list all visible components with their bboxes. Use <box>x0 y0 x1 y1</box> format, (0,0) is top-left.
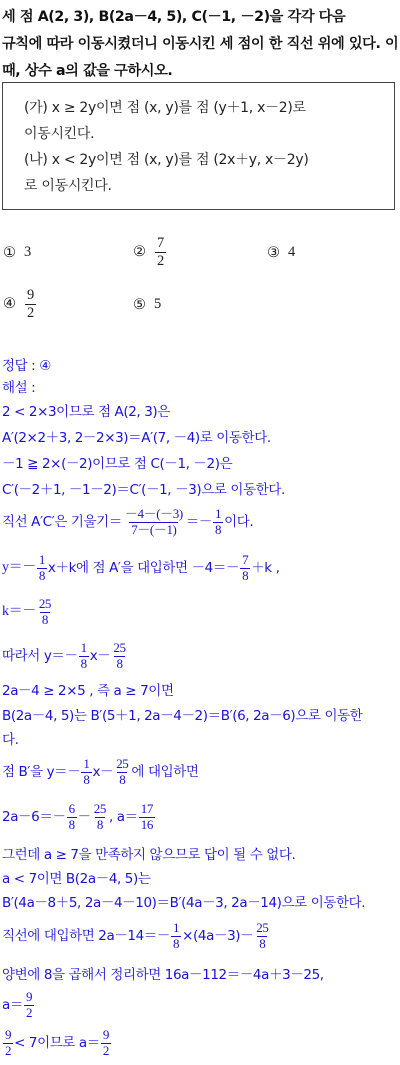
condition-box <box>2 82 395 210</box>
solution-step-3: －1 ≧ 2×(－2)이므로 점 C(－1, －2)은 <box>2 456 233 472</box>
step-20-fraction-2 <box>101 1028 111 1059</box>
solution-step-14: 그런데 a ≥ 7을 만족하지 않으므로 답이 될 수 없다. <box>2 847 296 863</box>
step-13-text-b: － <box>77 809 91 826</box>
choice-4-denominator: 2 <box>27 304 35 321</box>
solution-step-2: A′(2×2＋3, 2－2×3)＝A′(7, －4)로 이동한다. <box>2 430 271 446</box>
step-8-text-b: x－ <box>89 648 111 665</box>
step-6-f1-num: 1 <box>38 552 45 567</box>
step-6-text-b: x＋k에 점 A′을 대입하면 －4＝－ <box>47 560 240 577</box>
choice-4-number: ④ <box>3 296 16 313</box>
step-20-fraction-1 <box>3 1028 13 1059</box>
choice-5-value: 5 <box>154 296 162 312</box>
step-6-f2-den: 8 <box>242 567 249 583</box>
slope-text: 직선 A′C′은 기울기＝ <box>2 514 122 531</box>
choice-5[interactable] <box>133 296 161 313</box>
step-7-den: 8 <box>41 611 48 627</box>
choice-3-value: 4 <box>288 244 296 260</box>
slope-suffix: 이다. <box>224 514 254 531</box>
step-8-text-a: 따라서 y＝－ <box>2 648 78 665</box>
choice-5-number: ⑤ <box>133 296 146 313</box>
choice-2-number: ② <box>133 244 146 261</box>
solution-step-20 <box>2 1028 112 1059</box>
step-19-fraction <box>24 990 34 1021</box>
solution-step-19 <box>2 990 35 1021</box>
choice-4[interactable] <box>3 287 37 321</box>
slope-equals: ＝－ <box>185 514 212 531</box>
step-13-f3-den: 16 <box>140 816 153 832</box>
slope-result-fraction <box>213 507 223 538</box>
step-12-f2-den: 8 <box>119 771 126 787</box>
condition-na-line-1: (나) x < 2y이면 점 (x, y)를 점 (2x＋y, x－2y) <box>24 152 309 168</box>
step-20-f1-num: 9 <box>5 1027 12 1042</box>
step-13-f1-num: 6 <box>68 801 75 816</box>
step-7-num: 25 <box>38 596 52 611</box>
step-20-text: < 7이므로 a＝ <box>14 1035 100 1052</box>
step-19-den: 2 <box>25 1004 33 1020</box>
solution-step-1: 2 < 2×3이므로 점 A(2, 3)은 <box>2 404 170 420</box>
solution-step-17 <box>2 921 271 952</box>
condition-ga-line-1: (가) x ≥ 2y이면 점 (x, y)를 점 (y＋1, x－2)로 <box>24 100 306 116</box>
choice-3[interactable] <box>267 244 295 261</box>
choice-2-numerator: 7 <box>157 235 165 251</box>
answer-line: 정답 : ④ <box>2 358 51 374</box>
step-13-fraction-2 <box>92 802 108 833</box>
step-17-text-a: 직선에 대입하면 2a－14＝－ <box>2 928 171 945</box>
step-17-f2-den: 8 <box>259 935 266 951</box>
step-12-f1-den: 8 <box>83 771 90 787</box>
step-8-f1-den: 8 <box>80 655 87 671</box>
solution-step-6 <box>2 553 280 584</box>
step-13-f1-den: 8 <box>68 816 75 832</box>
step-8-fraction-1 <box>79 641 89 672</box>
solution-step-13 <box>2 802 156 833</box>
step-12-text-b: x－ <box>92 764 114 781</box>
step-6-text-a: y＝－ <box>2 560 36 576</box>
choice-2[interactable] <box>133 235 167 269</box>
choice-2-denominator: 2 <box>157 252 165 269</box>
step-13-f2-num: 25 <box>93 801 106 816</box>
solution-step-5 <box>2 507 253 538</box>
step-8-f1-num: 1 <box>80 640 87 655</box>
choice-1-value: 3 <box>24 244 32 260</box>
slope-denominator: 7－(－1) <box>131 521 177 537</box>
step-17-f1-den: 8 <box>173 935 180 951</box>
slope-numerator: －4－(－3) <box>124 506 183 521</box>
step-12-fraction-1 <box>81 757 91 788</box>
solution-step-11: 다. <box>2 732 19 748</box>
step-8-f2-num: 25 <box>113 640 126 655</box>
step-13-f2-den: 8 <box>96 816 103 832</box>
problem-line-1: 세 점 A(2, 3), B(2a－4, 5), C(－1, －2)을 각각 다음 <box>2 9 346 25</box>
step-6-fraction-1 <box>37 553 47 584</box>
solution-step-15: a < 7이면 B(2a－4, 5)는 <box>2 871 151 887</box>
solution-step-18: 양변에 8을 곱해서 정리하면 16a－112＝－4a＋3－25, <box>2 967 324 983</box>
choice-3-number: ③ <box>267 244 280 261</box>
choice-1[interactable] <box>3 244 31 261</box>
step-20-f2-num: 9 <box>102 1027 109 1042</box>
step-7-text: k＝－ <box>2 604 36 620</box>
step-13-text-a: 2a－6＝－ <box>2 809 66 826</box>
slope-fraction <box>123 507 185 538</box>
problem-line-2: 규칙에 따라 이동시켰더니 이동시킨 세 점이 한 직선 위에 있다. 이 <box>2 36 399 52</box>
step-7-fraction <box>37 597 53 628</box>
step-13-fraction-3 <box>139 802 155 833</box>
solution-step-9: 2a－4 ≥ 2×5 , 즉 a ≥ 7이면 <box>2 683 174 699</box>
choice-4-numerator: 9 <box>27 287 35 303</box>
step-13-f3-num: 17 <box>140 801 153 816</box>
step-20-f2-den: 2 <box>102 1042 109 1058</box>
solution-step-16: B′(4a－8＋5, 2a－4－10)＝B′(4a－3, 2a－14)으로 이동한다. <box>2 895 366 911</box>
problem-line-3: 때, 상수 a의 값을 구하시오. <box>2 63 173 79</box>
step-8-f2-den: 8 <box>116 655 123 671</box>
choice-2-fraction <box>155 235 166 269</box>
step-6-text-c: ＋k , <box>251 560 280 577</box>
step-17-f2-num: 25 <box>256 920 269 935</box>
step-8-fraction-2 <box>111 641 127 672</box>
solution-step-10: B(2a－4, 5)는 B′(5＋1, 2a－4－2)＝B′(6, 2a－6)으로 이동한 <box>2 708 363 724</box>
step-12-text-c: 에 대입하면 <box>131 764 199 781</box>
slope-result-denominator: 8 <box>214 521 222 537</box>
solution-step-12 <box>2 757 199 788</box>
step-20-f1-den: 2 <box>5 1042 12 1058</box>
solution-step-4: C′(－2＋1, －1－2)＝C′(－1, －3)으로 이동한다. <box>2 482 285 498</box>
step-6-f1-den: 8 <box>38 567 45 583</box>
step-19-text: a＝ <box>2 997 23 1014</box>
step-13-text-c: , a＝ <box>108 809 138 826</box>
condition-na-line-2: 로 이동시킨다. <box>24 178 112 194</box>
choice-4-fraction <box>25 287 36 321</box>
step-17-f1-num: 1 <box>173 920 180 935</box>
solution-heading: 해설 : <box>2 380 36 396</box>
step-6-f2-num: 7 <box>242 552 249 567</box>
solution-step-7 <box>2 597 54 628</box>
step-17-fraction-1 <box>171 921 181 952</box>
step-13-fraction-1 <box>67 802 77 833</box>
step-17-text-b: ×(4a－3)－ <box>182 928 254 945</box>
choice-1-number: ① <box>3 244 16 261</box>
step-12-text-a: 점 B′을 y＝－ <box>2 764 81 781</box>
solution-step-8 <box>2 641 129 672</box>
condition-ga-line-2: 이동시킨다. <box>24 126 95 142</box>
slope-result-numerator: 1 <box>214 506 222 521</box>
step-12-f1-num: 1 <box>83 756 90 771</box>
problem-statement <box>2 4 399 85</box>
step-17-fraction-2 <box>254 921 270 952</box>
step-6-fraction-2 <box>240 553 250 584</box>
step-19-num: 9 <box>25 989 33 1004</box>
step-12-f2-num: 25 <box>116 756 129 771</box>
step-12-fraction-2 <box>114 757 130 788</box>
